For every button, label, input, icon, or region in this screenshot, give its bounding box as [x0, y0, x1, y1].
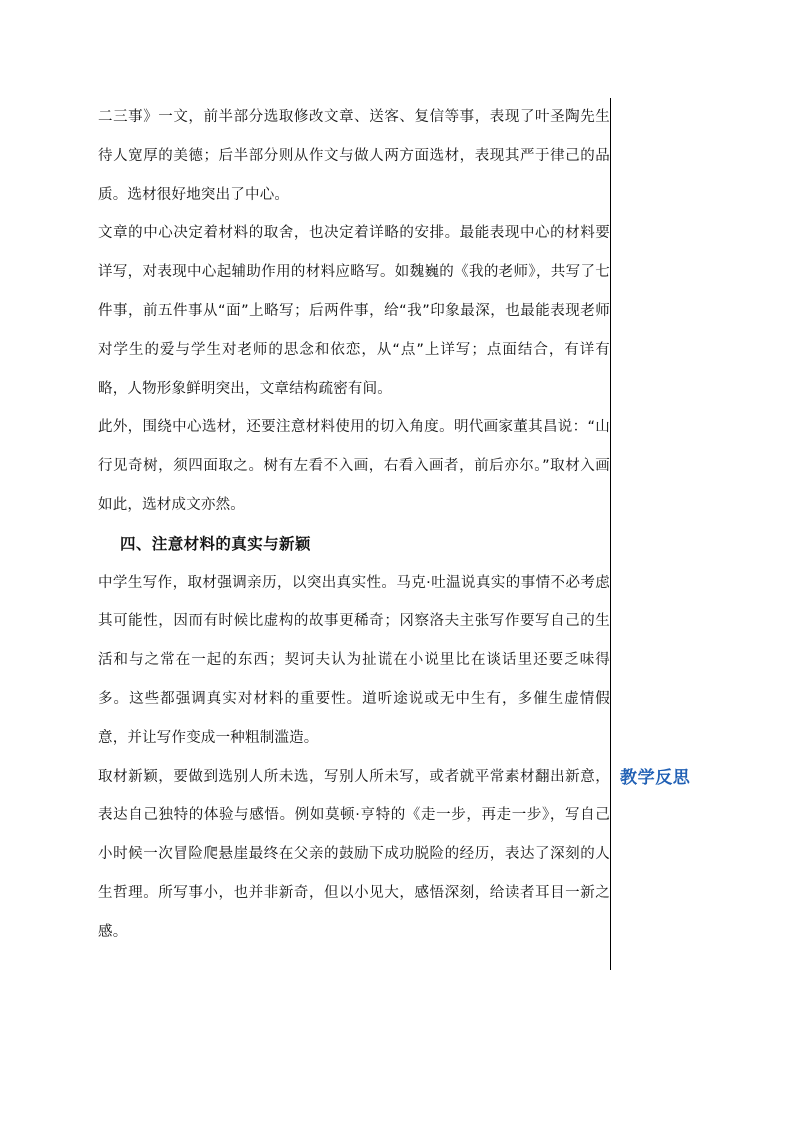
- paragraph-4: 中学生写作，取材强调亲历，以突出真实性。马克·吐温说真实的事情不必考虑其可能性，因而有时候比虚构的故事更稀奇；冈察洛夫主张写作要写自己的生活和与之常在一起的东西；契诃夫认为扯谎在小说里比在谈话里还要乏味得多。这些都强调真实对材料的重要性。道听途说或无中生有，多催生虚情假意，并让写作变成一种粗制滥造。: [98, 574, 610, 746]
- paragraph-5: 取材新颖，要做到选别人所未选，写别人所未写，或者就平常素材翻出新意，表达自己独特的体验与感悟。例如莫顿·亨特的《走一步，再走一步》，写自己小时候一次冒险爬悬崖最终在父亲的鼓励下成功脱险的经历，表达了深刻的人生哲理。所写事小，也并非新奇，但以小见大，感悟深刻，给读者耳目一新之感。: [98, 768, 610, 940]
- main-text-column: [98, 98, 610, 952]
- paragraph-2: 文章的中心决定着材料的取舍，也决定着详略的安排。最能表现中心的材料要详写，对表现中心起辅助作用的材料应略写。如魏巍的《我的老师》，共写了七件事，前五件事从“面”上略写；后两件事，给“我”印象最深，也最能表现老师对学生的爱与学生对老师的思念和依恋，从“点”上详写；点面结合，有详有略，人物形象鲜明突出，文章结构疏密有间。: [98, 225, 610, 397]
- section-heading: 四、注意材料的真实与新颖: [120, 534, 311, 553]
- teaching-reflection-label: 教学反思: [620, 768, 691, 788]
- paragraph-1: 二三事》一文，前半部分选取修改文章、送客、复信等事，表现了叶圣陶先生待人宽厚的美德；后半部分则从作文与做人两方面选材，表现其严于律己的品质。选材很好地突出了中心。: [98, 109, 610, 203]
- column-divider: [610, 98, 611, 970]
- paragraph-3: 此外，围绕中心选材，还要注意材料使用的切入角度。明代画家董其昌说：“山行见奇树，须四面取之。树有左看不入画，右看入画者，前后亦尔。”取材入画如此，选材成文亦然。: [98, 419, 610, 513]
